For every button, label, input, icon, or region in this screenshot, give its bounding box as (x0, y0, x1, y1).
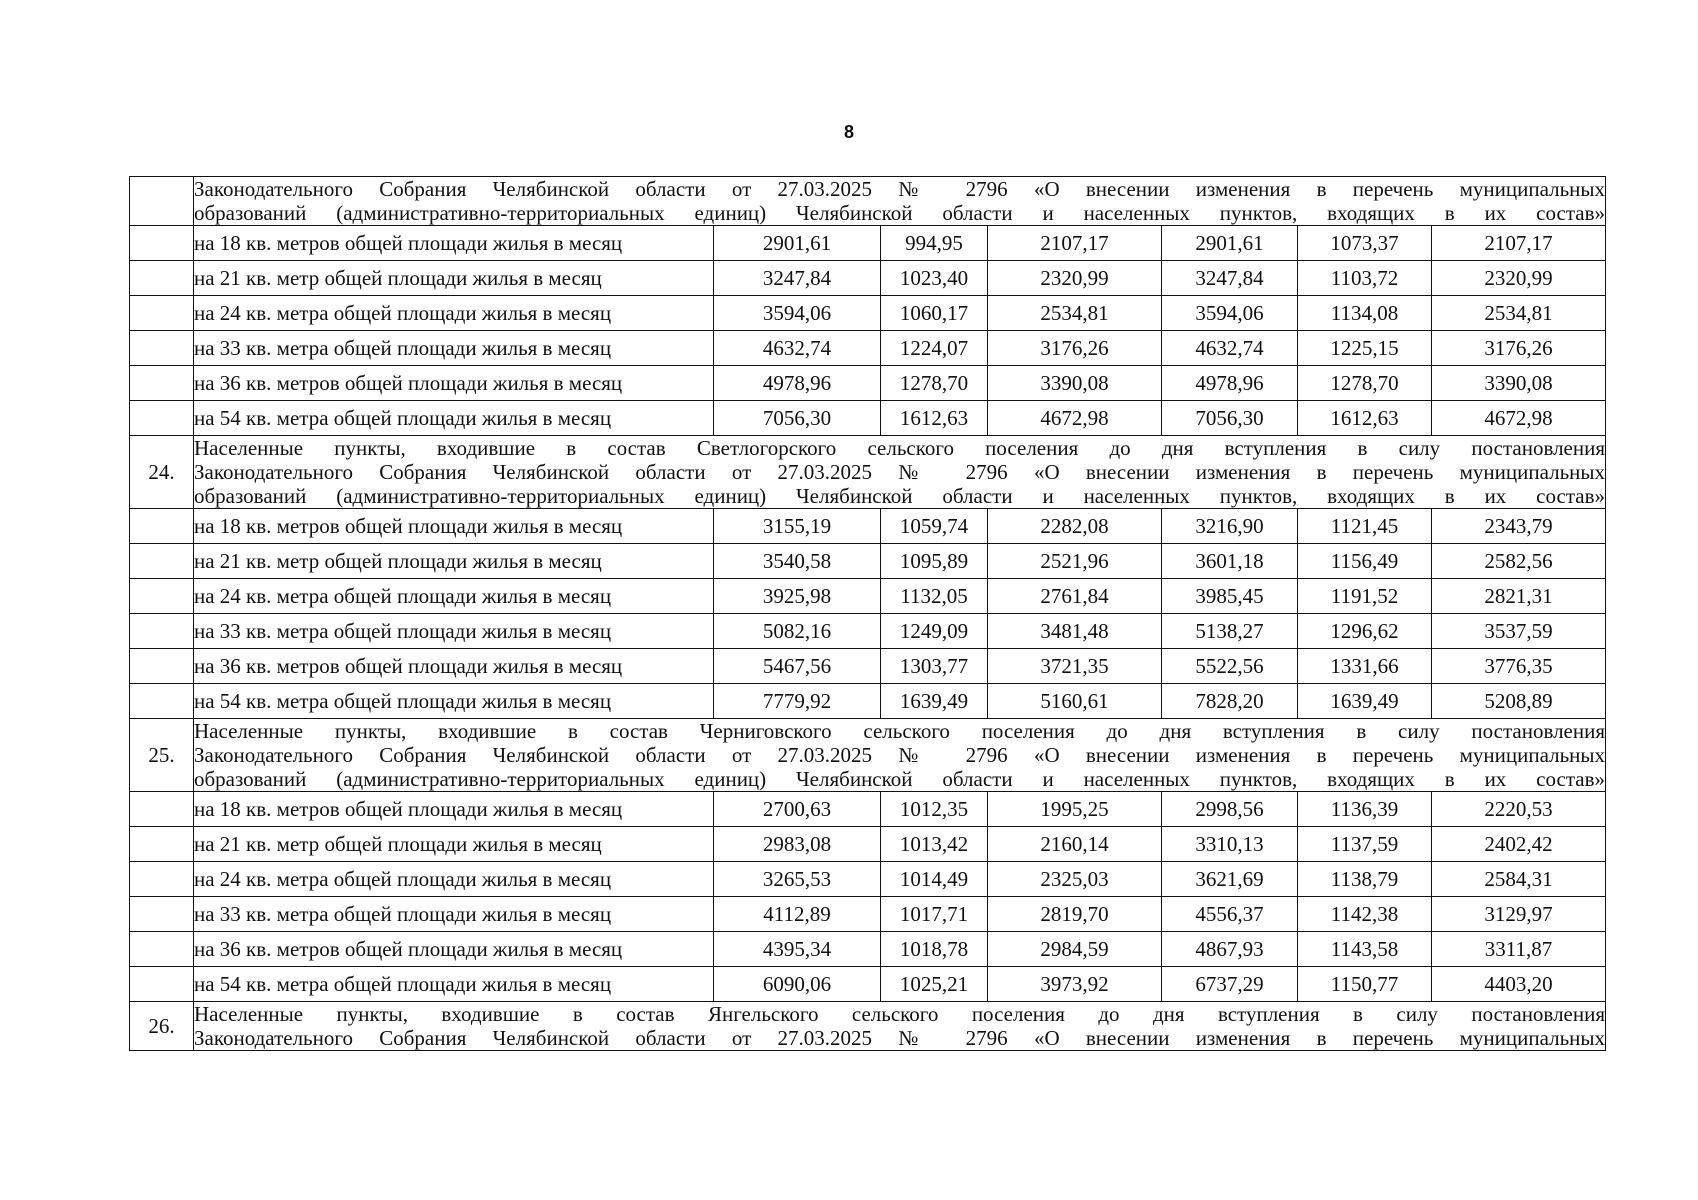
value-cell: 4978,96 (714, 366, 881, 401)
tariff-table (129, 176, 1606, 1051)
row-number-cell (130, 401, 194, 436)
row-label: на 24 кв. метра общей площади жилья в месяц (194, 296, 714, 331)
value-cell: 1331,66 (1298, 649, 1432, 684)
value-cell: 2320,99 (1432, 261, 1606, 296)
table-row (130, 331, 1606, 366)
value-cell: 2819,70 (988, 897, 1162, 932)
table-row (130, 932, 1606, 967)
value-cell: 6090,06 (714, 967, 881, 1002)
value-cell: 3594,06 (714, 296, 881, 331)
table-row (130, 579, 1606, 614)
value-cell: 1296,62 (1298, 614, 1432, 649)
section-heading-text (194, 436, 1606, 509)
value-cell: 1132,05 (881, 579, 988, 614)
value-cell: 2282,08 (988, 509, 1162, 544)
row-number-cell (130, 684, 194, 719)
value-cell: 4672,98 (1432, 401, 1606, 436)
row-label: на 33 кв. метра общей площади жилья в месяц (194, 897, 714, 932)
value-cell: 3537,59 (1432, 614, 1606, 649)
value-cell: 1612,63 (881, 401, 988, 436)
section-heading-line: Населенные пункты, входившие в состав Светлогорского сельского поселения до дня вступления в силу постановления (194, 436, 1606, 460)
value-cell: 3540,58 (714, 544, 881, 579)
value-cell: 3721,35 (988, 649, 1162, 684)
table-row (130, 897, 1606, 932)
value-cell: 1995,25 (988, 792, 1162, 827)
value-cell: 2901,61 (1162, 226, 1298, 261)
value-cell: 3176,26 (1432, 331, 1606, 366)
section-number: 26. (130, 1002, 194, 1051)
value-cell: 3481,48 (988, 614, 1162, 649)
value-cell: 1103,72 (1298, 261, 1432, 296)
value-cell: 2325,03 (988, 862, 1162, 897)
value-cell: 2584,31 (1432, 862, 1606, 897)
section-number: 25. (130, 719, 194, 792)
table-row (130, 544, 1606, 579)
value-cell: 7056,30 (714, 401, 881, 436)
row-label: на 21 кв. метр общей площади жилья в месяц (194, 827, 714, 862)
value-cell: 1278,70 (881, 366, 988, 401)
table-row (130, 366, 1606, 401)
row-number-cell (130, 792, 194, 827)
table-row (130, 401, 1606, 436)
value-cell: 5082,16 (714, 614, 881, 649)
value-cell: 1073,37 (1298, 226, 1432, 261)
row-label: на 54 кв. метра общей площади жилья в месяц (194, 401, 714, 436)
row-label: на 24 кв. метра общей площади жилья в месяц (194, 862, 714, 897)
value-cell: 1143,58 (1298, 932, 1432, 967)
value-cell: 2521,96 (988, 544, 1162, 579)
value-cell: 7828,20 (1162, 684, 1298, 719)
value-cell: 3265,53 (714, 862, 881, 897)
section-heading-line: образований (административно-территориальных единиц) Челябинской области и населенных пунктов, входящих в их состав» (194, 767, 1606, 791)
value-cell: 2534,81 (1432, 296, 1606, 331)
section-heading-line: образований (административно-территориальных единиц) Челябинской области и населенных пунктов, входящих в их состав» (194, 484, 1606, 508)
row-label: на 18 кв. метров общей площади жилья в месяц (194, 792, 714, 827)
section-heading-line: образований (административно-территориальных единиц) Челябинской области и населенных пунктов, входящих в их состав» (194, 201, 1606, 225)
section-heading-row (130, 719, 1606, 792)
value-cell: 4403,20 (1432, 967, 1606, 1002)
value-cell: 3601,18 (1162, 544, 1298, 579)
value-cell: 2761,84 (988, 579, 1162, 614)
value-cell: 1142,38 (1298, 897, 1432, 932)
value-cell: 2107,17 (1432, 226, 1606, 261)
section-heading-line: Законодательного Собрания Челябинской области от 27.03.2025 № 2796 «О внесении изменения в перечень муниципальных (194, 1026, 1606, 1050)
row-label: на 33 кв. метра общей площади жилья в месяц (194, 331, 714, 366)
row-number-cell (130, 544, 194, 579)
value-cell: 6737,29 (1162, 967, 1298, 1002)
value-cell: 1225,15 (1298, 331, 1432, 366)
value-cell: 2998,56 (1162, 792, 1298, 827)
section-heading-line: Населенные пункты, входившие в состав Черниговского сельского поселения до дня вступления в силу постановления (194, 719, 1606, 743)
row-number-cell (130, 967, 194, 1002)
value-cell: 7779,92 (714, 684, 881, 719)
value-cell: 4672,98 (988, 401, 1162, 436)
row-label: на 54 кв. метра общей площади жилья в месяц (194, 967, 714, 1002)
value-cell: 1137,59 (1298, 827, 1432, 862)
value-cell: 3390,08 (1432, 366, 1606, 401)
value-cell: 1639,49 (1298, 684, 1432, 719)
value-cell: 2984,59 (988, 932, 1162, 967)
value-cell: 1025,21 (881, 967, 988, 1002)
value-cell: 1017,71 (881, 897, 988, 932)
value-cell: 3311,87 (1432, 932, 1606, 967)
table-row (130, 509, 1606, 544)
value-cell: 5160,61 (988, 684, 1162, 719)
table-row (130, 614, 1606, 649)
value-cell: 4978,96 (1162, 366, 1298, 401)
value-cell: 3985,45 (1162, 579, 1298, 614)
value-cell: 2320,99 (988, 261, 1162, 296)
value-cell: 2220,53 (1432, 792, 1606, 827)
row-number-cell (130, 331, 194, 366)
value-cell: 3155,19 (714, 509, 881, 544)
section-heading-row (130, 1002, 1606, 1051)
value-cell: 3621,69 (1162, 862, 1298, 897)
value-cell: 3776,35 (1432, 649, 1606, 684)
value-cell: 2700,63 (714, 792, 881, 827)
table-row (130, 827, 1606, 862)
row-number-cell (130, 296, 194, 331)
section-heading-line: Законодательного Собрания Челябинской области от 27.03.2025 № 2796 «О внесении изменения в перечень муниципальных (194, 177, 1606, 201)
value-cell: 4556,37 (1162, 897, 1298, 932)
table-row (130, 862, 1606, 897)
value-cell: 1138,79 (1298, 862, 1432, 897)
value-cell: 994,95 (881, 226, 988, 261)
value-cell: 2343,79 (1432, 509, 1606, 544)
value-cell: 4867,93 (1162, 932, 1298, 967)
value-cell: 2160,14 (988, 827, 1162, 862)
value-cell: 5467,56 (714, 649, 881, 684)
row-label: на 36 кв. метров общей площади жилья в месяц (194, 932, 714, 967)
section-number: 24. (130, 436, 194, 509)
value-cell: 4632,74 (1162, 331, 1298, 366)
value-cell: 1612,63 (1298, 401, 1432, 436)
row-number-cell (130, 509, 194, 544)
row-number-cell (130, 897, 194, 932)
value-cell: 3176,26 (988, 331, 1162, 366)
section-heading-row (130, 177, 1606, 226)
row-label: на 33 кв. метра общей площади жилья в месяц (194, 614, 714, 649)
section-heading-row (130, 436, 1606, 509)
value-cell: 1018,78 (881, 932, 988, 967)
row-label: на 36 кв. метров общей площади жилья в месяц (194, 649, 714, 684)
value-cell: 5138,27 (1162, 614, 1298, 649)
value-cell: 1639,49 (881, 684, 988, 719)
table-row (130, 649, 1606, 684)
row-number-cell (130, 827, 194, 862)
value-cell: 1134,08 (1298, 296, 1432, 331)
page-number: 8 (843, 122, 854, 142)
value-cell: 2582,56 (1432, 544, 1606, 579)
value-cell: 2901,61 (714, 226, 881, 261)
value-cell: 4395,34 (714, 932, 881, 967)
value-cell: 1012,35 (881, 792, 988, 827)
value-cell: 1303,77 (881, 649, 988, 684)
section-heading-text (194, 719, 1606, 792)
value-cell: 1023,40 (881, 261, 988, 296)
row-number-cell (130, 932, 194, 967)
table-row (130, 792, 1606, 827)
value-cell: 1014,49 (881, 862, 988, 897)
row-number-cell (130, 614, 194, 649)
value-cell: 1156,49 (1298, 544, 1432, 579)
row-label: на 21 кв. метр общей площади жилья в месяц (194, 261, 714, 296)
section-heading-line: Законодательного Собрания Челябинской области от 27.03.2025 № 2796 «О внесении изменения в перечень муниципальных (194, 460, 1606, 484)
value-cell: 1150,77 (1298, 967, 1432, 1002)
table-row (130, 261, 1606, 296)
section-heading-text (194, 177, 1606, 226)
table-row (130, 967, 1606, 1002)
value-cell: 3247,84 (714, 261, 881, 296)
value-cell: 2983,08 (714, 827, 881, 862)
row-label: на 21 кв. метр общей площади жилья в месяц (194, 544, 714, 579)
section-heading-text (194, 1002, 1606, 1051)
value-cell: 3925,98 (714, 579, 881, 614)
value-cell: 5522,56 (1162, 649, 1298, 684)
value-cell: 1278,70 (1298, 366, 1432, 401)
row-number-cell (130, 579, 194, 614)
row-label: на 54 кв. метра общей площади жилья в месяц (194, 684, 714, 719)
row-number-cell (130, 261, 194, 296)
row-number-cell (130, 649, 194, 684)
value-cell: 1013,42 (881, 827, 988, 862)
value-cell: 1136,39 (1298, 792, 1432, 827)
section-number (130, 177, 194, 226)
value-cell: 3216,90 (1162, 509, 1298, 544)
value-cell: 1059,74 (881, 509, 988, 544)
table-row (130, 296, 1606, 331)
section-heading-line: Населенные пункты, входившие в состав Янгельского сельского поселения до дня вступления в силу постановления (194, 1002, 1606, 1026)
value-cell: 1121,45 (1298, 509, 1432, 544)
row-label: на 18 кв. метров общей площади жилья в месяц (194, 509, 714, 544)
row-label: на 18 кв. метров общей площади жилья в месяц (194, 226, 714, 261)
table-row (130, 684, 1606, 719)
value-cell: 3247,84 (1162, 261, 1298, 296)
value-cell: 4632,74 (714, 331, 881, 366)
table-body (130, 177, 1606, 1051)
value-cell: 2821,31 (1432, 579, 1606, 614)
row-number-cell (130, 226, 194, 261)
value-cell: 1224,07 (881, 331, 988, 366)
value-cell: 3310,13 (1162, 827, 1298, 862)
row-number-cell (130, 366, 194, 401)
value-cell: 1060,17 (881, 296, 988, 331)
value-cell: 3973,92 (988, 967, 1162, 1002)
value-cell: 1095,89 (881, 544, 988, 579)
value-cell: 1191,52 (1298, 579, 1432, 614)
value-cell: 4112,89 (714, 897, 881, 932)
value-cell: 2534,81 (988, 296, 1162, 331)
value-cell: 3129,97 (1432, 897, 1606, 932)
row-label: на 24 кв. метра общей площади жилья в месяц (194, 579, 714, 614)
value-cell: 7056,30 (1162, 401, 1298, 436)
value-cell: 5208,89 (1432, 684, 1606, 719)
value-cell: 3594,06 (1162, 296, 1298, 331)
value-cell: 1249,09 (881, 614, 988, 649)
section-heading-line: Законодательного Собрания Челябинской области от 27.03.2025 № 2796 «О внесении изменения в перечень муниципальных (194, 743, 1606, 767)
row-number-cell (130, 862, 194, 897)
value-cell: 2107,17 (988, 226, 1162, 261)
value-cell: 3390,08 (988, 366, 1162, 401)
table-row (130, 226, 1606, 261)
row-label: на 36 кв. метров общей площади жилья в месяц (194, 366, 714, 401)
value-cell: 2402,42 (1432, 827, 1606, 862)
